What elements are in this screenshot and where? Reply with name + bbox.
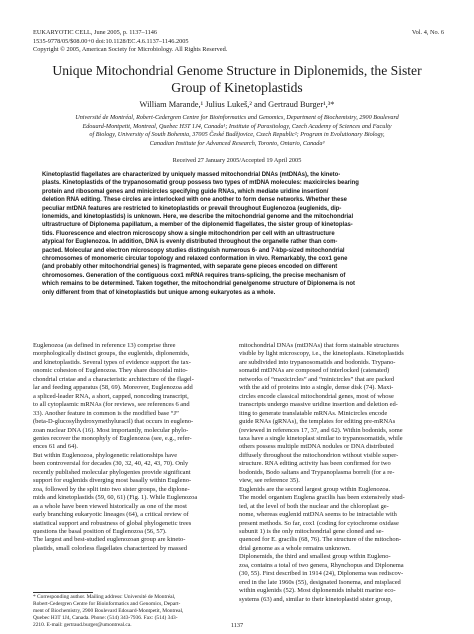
body-text-line: onomic cohesion of Euglenozoa. They share discoidal mito- (33, 367, 188, 375)
body-column-right (239, 342, 441, 604)
body-text-line: view, see reference 35). (239, 477, 300, 485)
abstract-line: plasts. Kinetoplastids of the trypanosomatid group possess two types of mtDNA molecules: maxicircles bearing (42, 180, 359, 187)
body-text-line: (reviewed in references 17, 37, and 62). Within bodonids, some (239, 426, 403, 434)
body-text-line: recently published molecular phylogenies provide significant (33, 468, 191, 476)
body-text-line: zoa, followed by the split into two sister groups, the diplone- (33, 485, 190, 493)
affiliation-line: Université de Montréal, Robert-Cedergren Centre for Bioinformatics and Genomics, Department of Biochemistry, 2900 Boulevard (75, 114, 399, 121)
copyright-notice: Copyright © 2005, American Society for Microbiology. All Rights Reserved. (33, 46, 228, 53)
body-text-line: support for euglenids diverging most basally within Eugleno- (33, 477, 192, 485)
body-text-line: plastids, small colorless flagellates characterized by massed (33, 544, 187, 552)
abstract-line: which remains to be determined. Taken together, the mitochondrial gene/genome structure of Diplonema is not (42, 281, 355, 288)
affiliation-line: Edouard-Montpetit, Montreal, Quebec H3T 1J4, Canada¹; Institute of Parasitology, Czech Academy of Sciences and Faculty (82, 122, 392, 130)
body-text-line: somatid mtDNAs are composed of interlocked (catenated) (239, 367, 390, 375)
journal-header (33, 29, 227, 55)
abstract-line: ultrastructure of Diplonema papillatum, a member of the diplonemid flagellates, the sister group of kinetoplas- (42, 222, 353, 229)
abstract-line: protein and ribosomal genes and minicircles specifying guide RNAs, which mediate uridine insertion/ (42, 188, 329, 195)
footnote-line: * Corresponding author. Mailing address: Université de Montréal, (33, 594, 176, 600)
body-text-line: morphologically distinct groups, the euglenids, diplonemids, (33, 350, 190, 358)
author-list: William Marande,¹ Julius Lukeš,² and Gertraud Burger¹,³* (139, 100, 335, 109)
abstract-line: chromosomes. Generation of the contiguous cox1 mRNA requires trans-splicing, the precise mechanism of (42, 272, 346, 279)
body-text-line: Diplonemids, the third and smallest group within Eugleno- (239, 553, 391, 561)
abstract-line: only different from that of kinetoplastids but unique among eukaryotes as a whole. (42, 289, 276, 296)
abstract-line: atypical for Euglenozoa. In addition, DNA is evenly distributed throughout the organelle rather than com- (42, 239, 338, 246)
affiliations (40, 114, 434, 148)
title-line: Unique Mitochondrial Genome Structure in Diplonemids, the Sister (52, 63, 422, 78)
body-text-line: The largest and best-studied euglenozoan group are kineto- (33, 536, 186, 544)
body-text-line: drial genome as a whole remains unknown. (239, 544, 351, 552)
body-text-line: quenced for E. gracilis (68, 76). The structure of the mitochon- (239, 536, 402, 544)
body-text-line: 33). Another feature in common is the modified base “J” (33, 409, 179, 417)
affiliation-line: of Biology, University of South Bohemia, 37005 České Budějovice, Czech Republic²; Program in Evolutionary Biology, (89, 131, 385, 139)
body-text-line: iting to generate translatable mRNAs. Minicircles encode (239, 409, 388, 417)
abstract-line: deletion RNA editing. These circles are interlocked with one another to form dense networks. Whether these (42, 197, 347, 204)
body-text-line: networks of “maxicircles” and “minicircles” that are packed (239, 375, 394, 383)
body-text-line: diffusely throughout the mitochondrion without visible super- (239, 451, 399, 459)
body-text-line: structure. RNA editing activity has been confirmed for two (239, 460, 391, 468)
body-text-line: subunit 1) is the only mitochondrial gene cloned and se- (239, 527, 384, 535)
affiliation-line: Canadian Institute for Advanced Research, Toronto, Ontario, Canada³ (149, 139, 325, 147)
body-text-line: guide RNAs (gRNAs), the templates for editing pre-mRNAs (239, 418, 396, 426)
body-text-line: nome, whereas euglenid mtDNA seems to be intractable with (239, 511, 397, 519)
footnote-line: ment of Biochemistry, 2900 Boulevard Edouard-Montpetit, Montreal, (33, 608, 184, 615)
body-text-line: zoa, contains a total of two genera, Rhynchopus and Diplonema (239, 561, 404, 569)
issn-doi: 1535-9778/05/$08.00+0 doi:10.1128/EC.4.6.1137–1146.2005 (33, 37, 189, 45)
body-text-line: chondrial cristae and a characteristic architecture of the flagel- (33, 375, 194, 383)
body-text-line: statistical support and robustness of global phylogenetic trees (33, 519, 192, 527)
body-text-line: Euglenozoa (as defined in reference 13) comprise three (33, 342, 176, 349)
body-text-line: as a whole have been viewed historically as one of the most (33, 502, 187, 510)
body-text-line: taxa have a single kinetoplast similar to trypanosomatids, while (239, 434, 403, 442)
body-text-line: bodonids, Bodo saltans and Trypanoplasma borreli (for a re- (239, 468, 395, 476)
body-text-line: are subdivided into trypanosomatids and bodonids. Trypano- (239, 358, 396, 366)
footnote-line: Quebec H3T 1J4, Canada. Phone: (514) 343-7936. Fax: (514) 343- (33, 615, 178, 622)
body-column-left (33, 342, 235, 553)
body-text-line: with the aid of proteins into a single, dense disk (74). Maxi- (239, 384, 394, 392)
body-text-line: The model organism Euglena gracilis has been extensively stud- (239, 494, 405, 502)
abstract-line: chromosomes of monomeric circular topology and relaxed conformation in vivo. Remarkably, the cox1 gene (42, 256, 348, 263)
abstract-line: pacted. Molecular and electron microscopy studies distinguish numerous 6- and 7-kbp-sized mitochondrial (42, 247, 345, 254)
footnote-line: 2210. E-mail: gertraud.burger@umontreal.ca. (33, 622, 132, 629)
body-text-line: a spliced-leader RNA, a short, capped, noncoding transcript, (33, 392, 189, 400)
body-text-line: been controversial for decades (30, 32, 40, 42, 43, 70). Only (33, 460, 189, 468)
body-text-line: within euglenids (52). Most diplonemids inhabit marine eco- (239, 587, 396, 595)
abstract-line: Kinetoplastid flagellates are characterized by uniquely massed mitochondrial DNAs (mtDNAs), the kineto- (42, 172, 341, 178)
abstract-line: tids. Fluorescence and electron microscopy show a single mitochondrion per cell with an ultrastructure (42, 230, 335, 237)
page-number: 1137 (230, 622, 244, 629)
body-text-line: genies recover the monophyly of Euglenozoa (see, e.g., refer- (33, 434, 192, 442)
footnote-divider (33, 592, 93, 593)
footnote-line: Robert-Cedergren Centre for Bioinformatics and Genomics, Depart- (33, 601, 181, 608)
volume-issue: Vol. 4, No. 6 (411, 29, 444, 36)
body-text-line: ered in the late 1960s (55), designated Isonema, and misplaced (239, 578, 401, 586)
body-text-line: questions the basal position of Euglenozoa (56, 57). (33, 527, 167, 535)
body-text-line: mitochondrial DNAs (mtDNAs) that form stainable structures (239, 342, 399, 349)
body-text-line: lar and feeding apparatus (58, 69). Moreover, Euglenozoa add (33, 384, 193, 392)
body-text-line: ied, at the level of both the nuclear and the chloroplast ge- (239, 502, 389, 510)
article-title (30, 63, 444, 96)
body-text-line: visible by light microscopy, i.e., the kinetoplasts. Kinetoplastids (239, 350, 404, 358)
body-text-line: ences 61 and 64). (33, 443, 79, 451)
body-text-line: mids and kinetoplastids (59, 60, 61) (Fig. 1). While Euglenozoa (33, 494, 198, 502)
body-text-line: systems (63) and, similar to their kinetoplastid sister group, (239, 595, 393, 603)
body-text-line: (beta-D-glucosylhydroxymethyluracil) that occurs in eugleno- (33, 418, 194, 426)
body-text-line: Euglenids are the second largest group within Euglenozoa. (239, 485, 391, 493)
body-text-line: and kinetoplastids. Several types of evidence support the tax- (33, 358, 191, 366)
body-text-line: circles encode classical mitochondrial genes, most of whose (239, 392, 394, 400)
abstract-line: (and probably other mitochondrial genes) is fragmented, with separate gene pieces encoded on different (42, 264, 338, 271)
received-dates: Received 27 January 2005/Accepted 19 April 2005 (172, 157, 302, 164)
body-text-line: present methods. So far, cox1 (coding for cytochrome oxidase (239, 519, 399, 527)
body-text-line: transcripts undergo massive uridine insertion and deletion ed- (239, 401, 398, 409)
body-text-line: (30, 55). First described in 1914 (24), Diplonema was rediscov- (239, 570, 404, 578)
body-text-line: others possess multiple mtDNA nodules or DNA distributed (239, 443, 394, 451)
journal-citation: EUKARYOTIC CELL, June 2005, p. 1137–1146 (33, 29, 158, 36)
title-line: Group of Kinetoplastids (171, 79, 303, 95)
body-text-line: early branching eukaryotic lineages (64), a critical review of (33, 511, 189, 519)
abstract-line: lonemids, and kinetoplastids) is unknown. Here, we describe the mitochondrial genome and the mitochondrial (42, 214, 354, 221)
body-text-line: to all cytoplasmic mRNAs (for reviews, see references 6 and (33, 401, 190, 409)
abstract (42, 171, 432, 297)
abstract-line: peculiar mtDNA features are restricted to kinetoplastids or prevail throughout Euglenozoa (euglenids, dip- (42, 205, 342, 212)
body-text-line: But within Euglenozoa, phylogenetic relationships have (33, 451, 178, 459)
body-text-line: zoan nuclear DNA (16). Most importantly, molecular phylo- (33, 426, 189, 434)
